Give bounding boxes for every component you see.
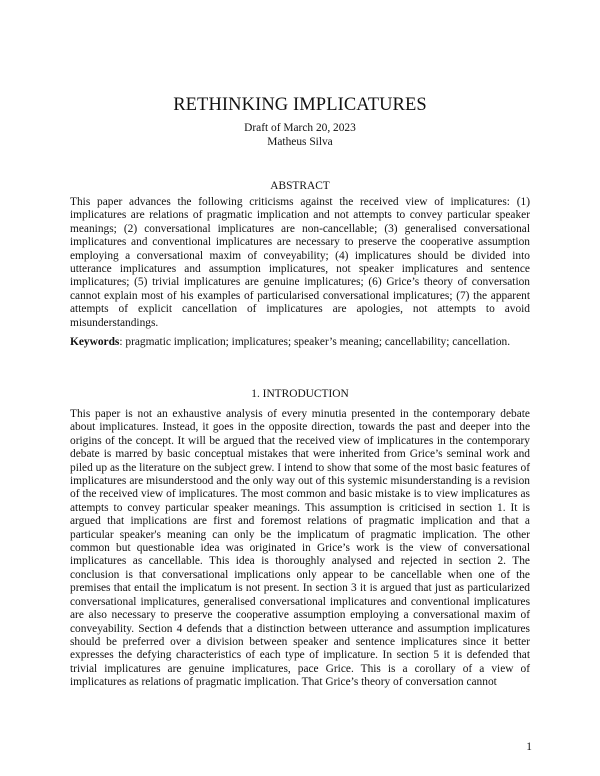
abstract-heading: ABSTRACT [270,180,330,192]
author-name: Matheus Silva [267,136,333,148]
page-number: 1 [526,741,532,753]
intro-paragraph: This paper is not an exhaustive analysis of every minutia presented in the contemporary debate about implicatures. Instead, it goes in the opposite direction, towards the past and deeper into the origins of the concept. It will be argued that the received view of implicatures in the contemporary debate is marred by basic conceptual mistakes that were inherited from Grice’s seminal work and piled up as the literature on the subject grew. I intend to show that some of the most basic features of implicatures are misunderstood and the only way out of this systemic misunderstanding is a revision of the received view of implicatures. The most common and basic mistake is to view implicatures as attempts to convey particular speaker meanings. This assumption is criticised in section 1. It is argued that implications are first and foremost relations of pragmatic implication and that a particular speaker's meaning can only be the implicatum of pragmatic implication. The other common but questionable idea was originated in Grice’s work is the view of conversational implicatures as cancellable. This idea is thoroughly analysed and rejected in section 2. The conclusion is that conversational implications only appear to be cancellable when one of the premises that entail the implicatum is not present. In section 3 it is argued that just as particularized conversational implicatures, generalised conversational implicatures and conventional implicatures are also necessary to preserve the cooperative assumption employing a conversational maxim of conveyability. Section 4 defends that a distinction between utterance and assumption implicatures should be preferred over a division between speaker and sentence implicatures since it better expresses the defying characteristics of each type of implicature. In section 5 it is defended that trivial implicatures are genuine implicatures, pace Grice. This is a corollary of a view of implicatures as relations of pragmatic implication. That Grice’s theory of conversation cannot [70,408,530,689]
paper-title: RETHINKING IMPLICATURES [173,95,427,115]
keywords-text: : pragmatic implication; implicatures; speaker’s meaning; cancellability; cancellation. [119,336,511,348]
abstract-text: This paper advances the following criticisms against the received view of implicatures: (1) implicatures are relations of pragmatic implication and not attempts to convey particular speaker meanings; (2) conversational implicatures are non-cancellable; (3) generalised conversational implicatures and conventional implicatures are necessary to preserve the cooperative assumption employing a conversational maxim of conveyability; (4) implicatures should be divided into utterance implicatures and assumption implicatures, not speaker implicatures and sentence implicatures; (5) trivial implicatures are genuine implicatures; (6) Grice’s theory of conversation cannot explain most of his examples of particularised conversational implicatures; (7) the apparent attempts of explicit cancellation of implicatures are apologies, not attempts to avoid misunderstandings. [70,196,530,329]
draft-date: Draft of March 20, 2023 [244,122,356,134]
section-heading: 1. INTRODUCTION [251,388,349,400]
keywords-label: Keywords [70,336,120,348]
keywords [70,336,530,349]
